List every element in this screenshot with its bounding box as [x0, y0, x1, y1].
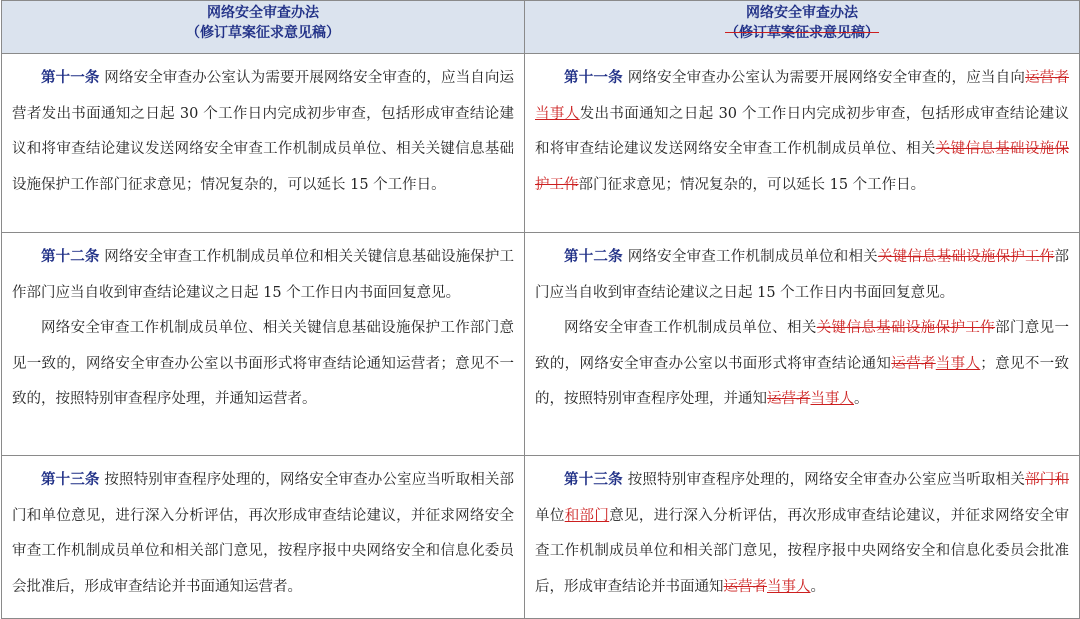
paragraph: [535, 311, 1069, 418]
inserted-text: 当事人: [810, 391, 854, 407]
deleted-text: 运营者: [1025, 70, 1070, 86]
left-header-subtitle: （修订草案征求意见稿）: [186, 25, 340, 41]
article-row: [2, 233, 1080, 456]
body-text: 网络安全审查工作机制成员单位和相关关键信息基础设施保护工作部门应当自收到审查结论建议之日起 15 个工作日内书面回复意见。: [12, 249, 515, 301]
body-text: 部门应当自收到审查结论建议之日起 15 个工作日内书面回复意见。: [535, 249, 1070, 301]
body-text: 部门征求意见；情况复杂的，可以延长 15 个工作日。: [578, 176, 926, 193]
right-header-title: 网络安全审查办法: [746, 5, 858, 21]
right-column-header: [525, 1, 1080, 54]
paragraph: [535, 60, 1069, 203]
body-text: 单位: [535, 507, 565, 524]
body-text: 网络安全审查办公室认为需要开展网络安全审查的，应当自向运营者发出书面通知之日起 30 个工作日内完成初步审查，包括形成审查结论建议和将审查结论建议发送网络安全审查工作机制成员单位、相关关键信息基础设施保护工作部门征求意见；情况复杂的，可以延长 15 个工作日。: [12, 70, 515, 193]
article-row: [2, 54, 1080, 233]
inserted-text: 当事人: [935, 355, 981, 372]
left-cell: [2, 456, 525, 619]
paragraph: [12, 462, 514, 605]
paragraph: [12, 60, 514, 203]
body-text: 按照特别审查程序处理的，网络安全审查办公室应当听取相关部门和单位意见，进行深入分析评估，再次形成审查结论建议，并征求网络安全审查工作机制成员单位和相关部门意见，按程序报中央网络安全和信息化委员会批准后，形成审查结论并书面通知运营者。: [12, 472, 515, 595]
inserted-text: 当事人: [767, 578, 811, 595]
deleted-text: 运营者: [891, 355, 936, 372]
article-number: 第十一条: [41, 69, 100, 86]
body-text: 网络安全审查工作机制成员单位、相关: [564, 320, 817, 336]
left-column-header: [2, 1, 525, 54]
header-row: [2, 1, 1080, 54]
deleted-text: 关键信息基础设施保护工作: [535, 141, 1070, 193]
body-text: 意见，进行深入分析评估，再次形成审查结论建议，并征求网络安全审查工作机制成员单位和相关部门意见，按程序报中央网络安全和信息化委员会批准后，形成审查结论并书面通知: [535, 507, 1070, 595]
body-text: 部门意见一致的，网络安全审查办公室以书面形式将审查结论通知: [535, 320, 1070, 372]
body-text: 。: [810, 578, 825, 595]
inserted-text: 当事人: [535, 105, 580, 122]
left-cell: [2, 54, 525, 233]
body-text: 发出书面通知之日起 30 个工作日内完成初步审查，包括形成审查结论建议和将审查结论建议发送网络安全审查工作机制成员单位、相关: [535, 105, 1070, 157]
body-text: 按照特别审查程序处理的，网络安全审查办公室应当听取相关: [622, 472, 1026, 488]
deleted-text: 运营者: [767, 391, 811, 407]
body-text: 。: [854, 391, 869, 407]
paragraph: [12, 239, 514, 311]
right-cell: [525, 54, 1080, 233]
deleted-text: 关键信息基础设施保护工作: [816, 320, 996, 336]
article-number: 第十二条: [41, 248, 100, 265]
article-number: 第十二条: [564, 248, 623, 265]
paragraph: [12, 311, 514, 418]
body-text: 网络安全审查办公室认为需要开展网络安全审查的，应当自向: [622, 70, 1026, 86]
body-text: ；意见不一致的，按照特别审查程序处理，并通知: [535, 355, 1070, 407]
article-number: 第十一条: [564, 69, 623, 86]
comparison-table: [1, 0, 1080, 619]
article-number: 第十三条: [41, 471, 100, 488]
inserted-text: 和部门: [564, 507, 610, 524]
paragraph: [535, 239, 1069, 311]
right-cell: [525, 456, 1080, 619]
left-header-title: 网络安全审查办法: [207, 5, 319, 21]
body-text: 网络安全审查工作机制成员单位、相关关键信息基础设施保护工作部门意见一致的，网络安全审查办公室以书面形式将审查结论通知运营者；意见不一致的，按照特别审查程序处理，并通知运营者。: [12, 320, 514, 407]
deleted-text: 运营者: [723, 578, 767, 595]
deleted-text: 关键信息基础设施保护工作: [877, 249, 1055, 265]
paragraph: [535, 462, 1069, 605]
deleted-text: 部门和: [1025, 472, 1070, 488]
left-cell: [2, 233, 525, 456]
right-header-subtitle-deleted: （修订草案征求意见稿）: [725, 25, 879, 41]
right-cell: [525, 233, 1080, 456]
article-number: 第十三条: [564, 471, 623, 488]
article-row: [2, 456, 1080, 619]
body-text: 网络安全审查工作机制成员单位和相关: [622, 249, 878, 265]
